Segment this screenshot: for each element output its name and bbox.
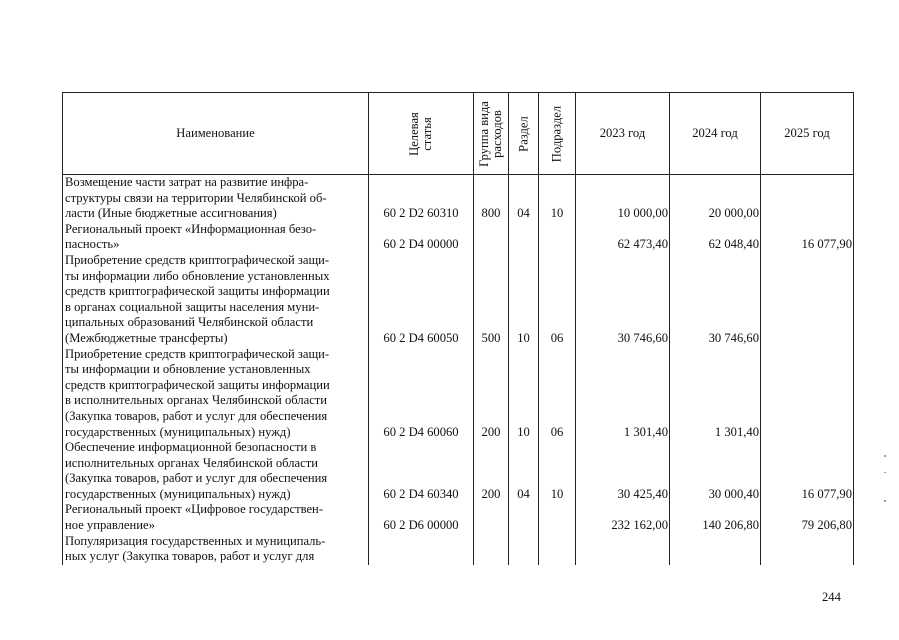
expense-group-cell: 800 <box>474 175 509 222</box>
target-article-cell <box>369 534 474 565</box>
item-name-cell <box>63 175 369 222</box>
expense-group-cell: 200 <box>474 440 509 502</box>
table-row <box>63 534 854 565</box>
target-article-cell: 60 2 D4 60060 <box>369 347 474 441</box>
item-name-line: ных услуг (Закупка товаров, работ и услуг для <box>65 549 315 564</box>
table-row <box>63 175 854 222</box>
header-subsection: Подраздел <box>539 93 576 175</box>
section-cell <box>509 502 539 533</box>
item-name-line: (Закупка товаров, работ и услуг для обеспечения <box>65 471 328 486</box>
header-2025: 2025 год <box>761 93 854 175</box>
amount-2024-cell <box>670 534 761 565</box>
subsection-cell: 10 <box>539 175 576 222</box>
expense-group-cell <box>474 502 509 533</box>
item-name-line: ласти (Иные бюджетные ассигнования) <box>65 206 277 221</box>
amount-2025-cell <box>761 347 854 441</box>
item-name-line: Приобретение средств криптографической защи- <box>65 252 330 267</box>
header-2024: 2024 год <box>670 93 761 175</box>
item-name-line: ципальных образований Челябинской области <box>65 315 314 330</box>
subsection-cell <box>539 502 576 533</box>
target-article-cell: 60 2 D4 60050 <box>369 253 474 347</box>
amount-2024-cell: 20 000,00 <box>670 175 761 222</box>
amount-2025-cell <box>761 175 854 222</box>
amount-2025-cell: 16 077,90 <box>761 440 854 502</box>
amount-2023-cell: 232 162,00 <box>576 502 670 533</box>
header-name: Наименование <box>63 93 369 175</box>
scan-mark <box>884 500 886 502</box>
item-name-cell <box>63 347 369 441</box>
amount-2023-cell <box>576 534 670 565</box>
amount-2024-cell: 140 206,80 <box>670 502 761 533</box>
section-cell: 10 <box>509 253 539 347</box>
subsection-cell: 06 <box>539 253 576 347</box>
scan-mark <box>884 472 886 473</box>
subsection-cell <box>539 534 576 565</box>
target-article-cell: 60 2 D6 00000 <box>369 502 474 533</box>
header-section: Раздел <box>509 93 539 175</box>
table-row <box>63 222 854 253</box>
item-name-line: структуры связи на территории Челябинской об- <box>65 190 327 205</box>
target-article-cell: 60 2 D4 60340 <box>369 440 474 502</box>
section-cell <box>509 534 539 565</box>
item-name-line: государственных (муниципальных) нужд) <box>65 486 291 501</box>
item-name-line: ты информации и обновление установленных <box>65 362 311 377</box>
item-name-line: Региональный проект «Цифровое государствен- <box>65 502 323 517</box>
item-name-line: средств криптографической защиты информации <box>65 284 330 299</box>
expense-group-cell: 200 <box>474 347 509 441</box>
amount-2025-cell <box>761 534 854 565</box>
amount-2024-cell: 1 301,40 <box>670 347 761 441</box>
item-name-line: Обеспечение информационной безопасности в <box>65 440 317 455</box>
section-cell: 04 <box>509 175 539 222</box>
item-name-cell <box>63 253 369 347</box>
amount-2025-cell <box>761 253 854 347</box>
amount-2024-cell: 30 746,60 <box>670 253 761 347</box>
subsection-cell: 10 <box>539 440 576 502</box>
item-name-line: средств криптографической защиты информации <box>65 377 330 392</box>
header-2023: 2023 год <box>576 93 670 175</box>
item-name-cell <box>63 502 369 533</box>
table-row <box>63 253 854 347</box>
item-name-line: Региональный проект «Информационная безо- <box>65 221 317 236</box>
subsection-cell: 06 <box>539 347 576 441</box>
amount-2023-cell: 30 746,60 <box>576 253 670 347</box>
header-target-article: Целевая статья <box>369 93 474 175</box>
amount-2023-cell: 30 425,40 <box>576 440 670 502</box>
scan-mark <box>884 455 886 457</box>
expense-group-cell <box>474 534 509 565</box>
amount-2025-cell: 79 206,80 <box>761 502 854 533</box>
budget-table <box>62 92 854 565</box>
header-expense-group: Группа вида расходов <box>474 93 509 175</box>
amount-2023-cell: 10 000,00 <box>576 175 670 222</box>
table-row <box>63 502 854 533</box>
section-cell: 04 <box>509 440 539 502</box>
item-name-cell <box>63 534 369 565</box>
amount-2023-cell: 1 301,40 <box>576 347 670 441</box>
target-article-cell: 60 2 D4 00000 <box>369 222 474 253</box>
item-name-line: в органах социальной защиты населения муни- <box>65 299 320 314</box>
expense-group-cell: 500 <box>474 253 509 347</box>
item-name-line: ты информации либо обновление установленных <box>65 268 330 283</box>
target-article-cell: 60 2 D2 60310 <box>369 175 474 222</box>
item-name-line: пасность» <box>65 237 120 252</box>
item-name-cell <box>63 440 369 502</box>
page-number: 244 <box>822 590 841 604</box>
item-name-line: (Межбюджетные трансферты) <box>65 330 228 345</box>
amount-2023-cell: 62 473,40 <box>576 222 670 253</box>
item-name-line: государственных (муниципальных) нужд) <box>65 424 291 439</box>
item-name-line: Возмещение части затрат на развитие инфра- <box>65 175 309 189</box>
table-row <box>63 347 854 441</box>
amount-2025-cell: 16 077,90 <box>761 222 854 253</box>
expense-group-cell <box>474 222 509 253</box>
amount-2024-cell: 62 048,40 <box>670 222 761 253</box>
item-name-line: исполнительных органах Челябинской области <box>65 455 318 470</box>
item-name-line: ное управление» <box>65 518 155 533</box>
item-name-line: Приобретение средств криптографической защи- <box>65 346 330 361</box>
section-cell: 10 <box>509 347 539 441</box>
item-name-line: Популяризация государственных и муниципаль- <box>65 533 326 548</box>
item-name-line: (Закупка товаров, работ и услуг для обеспечения <box>65 408 328 423</box>
item-name-line: в исполнительных органах Челябинской области <box>65 393 328 408</box>
amount-2024-cell: 30 000,40 <box>670 440 761 502</box>
item-name-cell <box>63 222 369 253</box>
table-row <box>63 440 854 502</box>
table-header-row <box>63 93 854 175</box>
section-cell <box>509 222 539 253</box>
subsection-cell <box>539 222 576 253</box>
